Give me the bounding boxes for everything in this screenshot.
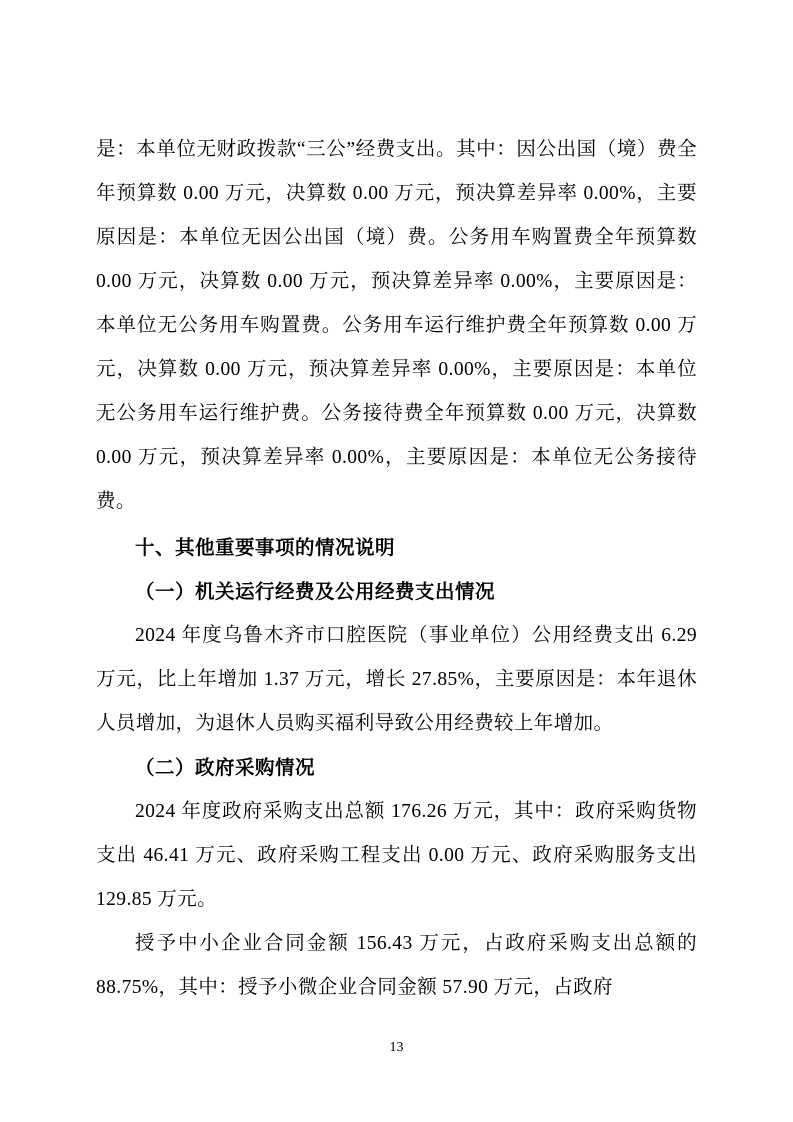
paragraph-procurement-total: 2024 年度政府采购支出总额 176.26 万元，其中：政府采购货物支出 46.41 万元、政府采购工程支出 0.00 万元、政府采购服务支出 129.85 万元。 [96,801,697,910]
document-body [96,128,697,1010]
section-heading-other-important-matters: 十、其他重要事项的情况说明 [135,536,396,559]
page-number: 13 [389,1040,404,1055]
paragraph-operating-expenses: 2024 年度乌鲁木齐市口腔医院（事业单位）公用经费支出 6.29 万元，比上年增加 1.37 万元，增长 27.85%，主要原因是：本年退休人员增加，为退休人员购买福利导致公用经费较上年增加。 [96,625,697,734]
subsection-heading-operating-expenses: （一）机关运行经费及公用经费支出情况 [135,580,496,603]
paragraph-procurement-sme: 授予中小企业合同金额 156.43 万元，占政府采购支出总额的 88.75%，其中：授予小微企业合同金额 57.90 万元，占政府 [96,933,697,998]
paragraph-three-public-expenses: 是：本单位无财政拨款“三公”经费支出。其中：因公出国（境）费全年预算数 0.00 万元，决算数 0.00 万元，预决算差异率 0.00%，主要原因是：本单位无因公出国（境）费。公务用车购置费全年预算数 0.00 万元，决算数 0.00 万元，预决算差异率 0.00%，主要原因是：本单位无公务用车购置费。公务用车运行维护费全年预算数 0.00 万元，决算数 0.00 万元，预决算差异率 0.00%，主要原因是：本单位无公务用车运行维护费。公务接待费全年预算数 0.00 万元，决算数 0.00 万元，预决算差异率 0.00%，主要原因是：本单位无公务接待费。 [96,139,697,512]
subsection-heading-government-procurement: （二）政府采购情况 [135,756,316,779]
